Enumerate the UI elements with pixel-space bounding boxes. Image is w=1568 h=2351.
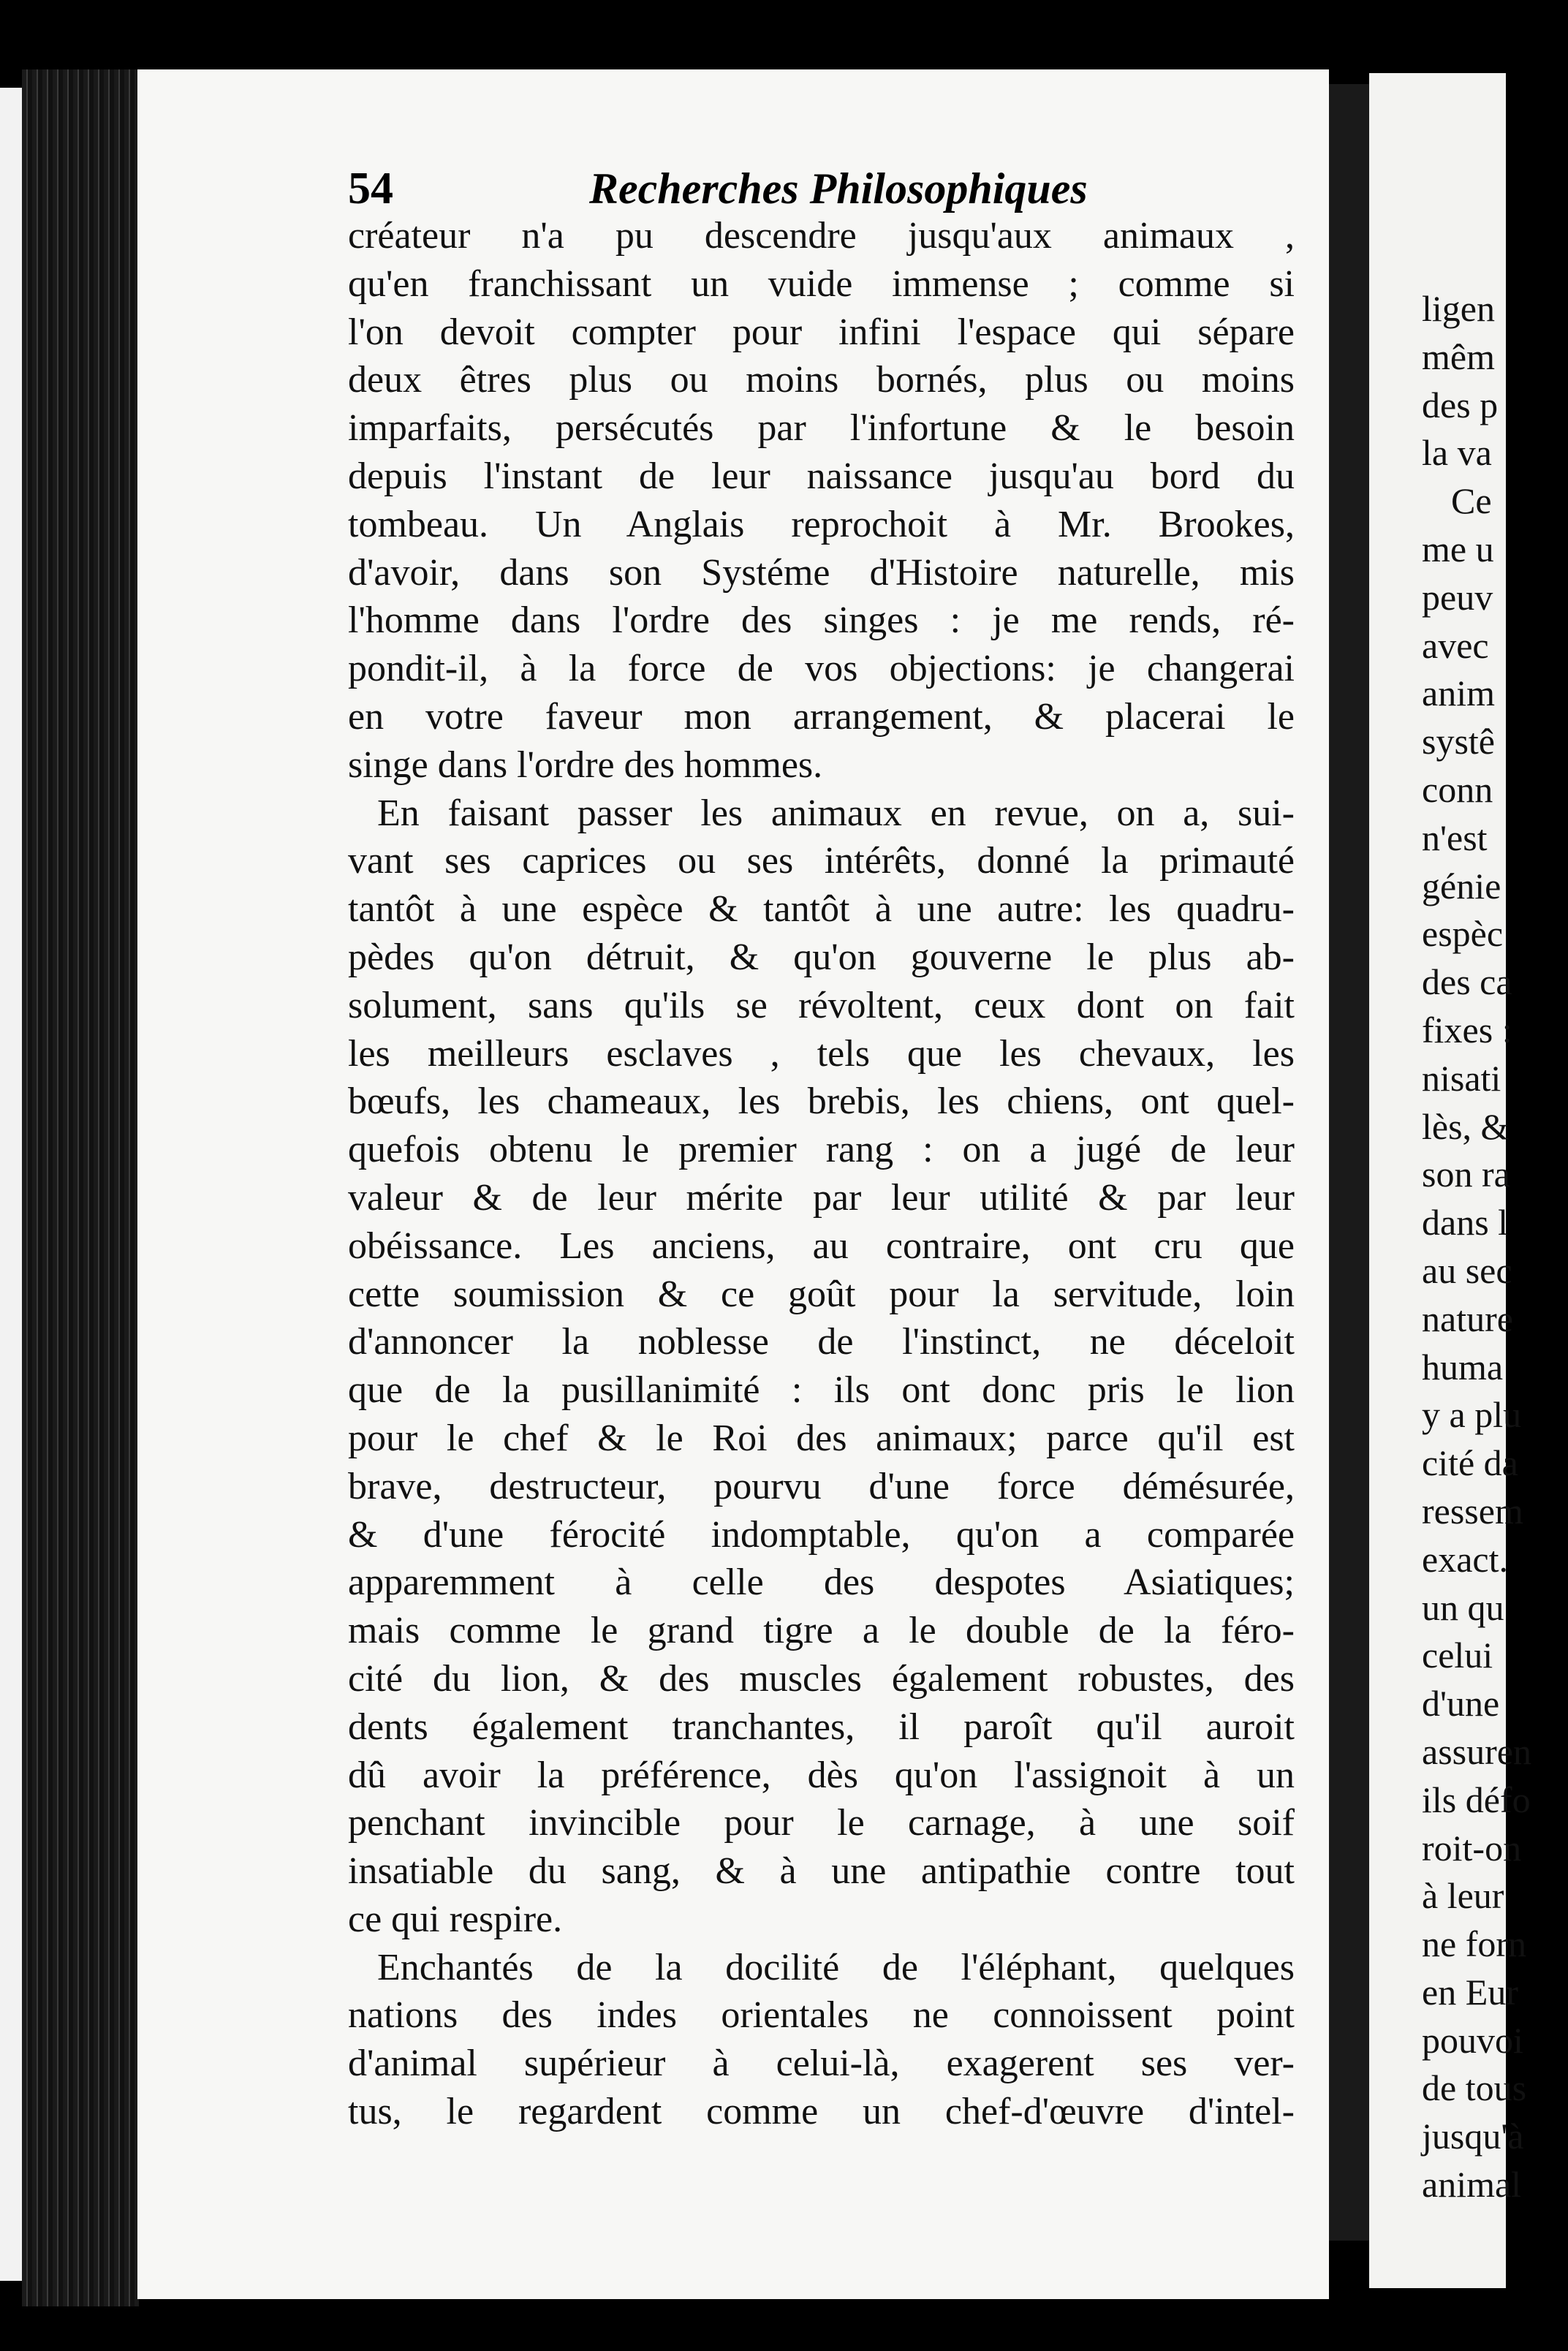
- right-page-text: [1422, 285, 1568, 2209]
- text-line: systê: [1422, 721, 1495, 762]
- text-line: insatiable du sang, & à une antipathie contre tout: [348, 1850, 1295, 1893]
- text-line: deux êtres plus ou moins bornés, plus ou moins: [348, 359, 1295, 401]
- text-line: jusqu'à: [1422, 2116, 1524, 2157]
- text-line: ligen: [1422, 288, 1495, 329]
- text-line: valeur & de leur mérite par leur utilité & par leur: [348, 1176, 1295, 1219]
- text-line: cette soumission & ce goût pour la servitude, loin: [348, 1273, 1295, 1315]
- text-line: pouvoi: [1422, 2019, 1523, 2061]
- text-line: imparfaits, persécutés par l'infortune & le besoin: [348, 407, 1295, 450]
- text-line: anim: [1422, 673, 1495, 714]
- text-line: cité du lion, & des muscles également robustes, des: [348, 1657, 1295, 1700]
- text-line: mêm: [1422, 336, 1495, 377]
- text-line: tantôt à une espèce & tantôt à une autre: les quadru-: [348, 888, 1295, 931]
- text-line: d'animal supérieur à celui-là, exagerent ses ver-: [348, 2043, 1295, 2085]
- text-line: d'avoir, dans son Systéme d'Histoire naturelle, mis: [348, 551, 1295, 594]
- text-line: y a plu: [1422, 1394, 1522, 1436]
- text-line: & d'une férocité indomptable, qu'on a comparée: [348, 1513, 1295, 1556]
- body-text: [348, 212, 1295, 2136]
- text-line: peuv: [1422, 576, 1493, 618]
- text-line: pèdes qu'on détruit, & qu'on gouverne le plus ab-: [348, 936, 1295, 978]
- text-line: d'annoncer la noblesse de l'instinct, ne déceloit: [348, 1321, 1295, 1363]
- text-line: exact.: [1422, 1538, 1508, 1580]
- text-line: en votre faveur mon arrangement, & placerai le: [348, 695, 1295, 738]
- text-line: bœufs, les chameaux, les brebis, les chiens, ont quel-: [348, 1080, 1295, 1123]
- text-line: l'on devoit compter pour infini l'espace qui sépare: [348, 311, 1295, 353]
- text-line: ils défo: [1422, 1779, 1531, 1820]
- page-gutter: [1329, 84, 1369, 2241]
- text-line: lès, &: [1422, 1105, 1510, 1147]
- text-line: assuren: [1422, 1730, 1531, 1772]
- text-line: des ca: [1422, 961, 1512, 1003]
- text-line: créateur n'a pu descendre jusqu'aux animaux ,: [348, 215, 1295, 257]
- text-line: tombeau. Un Anglais reprochoit à Mr. Brookes,: [348, 503, 1295, 545]
- text-line: cité da: [1422, 1442, 1518, 1484]
- text-line: mais comme le grand tigre a le double de la féro-: [348, 1610, 1295, 1652]
- spine-edge: [0, 88, 22, 2281]
- text-line: à leur: [1422, 1875, 1504, 1917]
- text-line: tus, le regardent comme un chef-d'œuvre d'intel-: [348, 2091, 1295, 2133]
- text-line: solument, sans qu'ils se révoltent, ceux dont on fait: [348, 984, 1295, 1026]
- text-line: dû avoir la préférence, dès qu'on l'assignoit à un: [348, 1754, 1295, 1796]
- text-line: depuis l'instant de leur naissance jusqu'au bord du: [348, 455, 1295, 497]
- text-line: animal: [1422, 2164, 1522, 2206]
- text-line: les meilleurs esclaves , tels que les chevaux, les: [348, 1032, 1295, 1075]
- text-line: me u: [1422, 528, 1494, 569]
- text-line: génie: [1422, 865, 1501, 906]
- text-line: ce qui respire.: [348, 1898, 563, 1940]
- text-line: ressem: [1422, 1490, 1523, 1532]
- text-line: pondit-il, à la force de vos objections: je changerai: [348, 648, 1295, 690]
- text-line: son ra: [1422, 1154, 1510, 1195]
- text-line: l'homme dans l'ordre des singes : je me rends, ré-: [348, 599, 1295, 642]
- text-line: Ce: [1451, 480, 1492, 522]
- text-line: avec: [1422, 624, 1489, 666]
- text-line: nature: [1422, 1298, 1513, 1339]
- text-line: brave, destructeur, pourvu d'une force démésurée,: [348, 1465, 1295, 1507]
- text-line: conn: [1422, 768, 1493, 810]
- text-line: apparemment à celle des despotes Asiatiques;: [348, 1561, 1295, 1604]
- text-line: singe dans l'ordre des hommes.: [348, 743, 823, 786]
- text-line: espèc: [1422, 913, 1504, 955]
- text-line: la va: [1422, 432, 1492, 474]
- text-line: dans l: [1422, 1202, 1509, 1243]
- text-line: que de la pusillanimité : ils ont donc pris le lion: [348, 1369, 1295, 1412]
- text-line: n'est: [1422, 817, 1488, 858]
- text-line: un qu: [1422, 1586, 1504, 1628]
- text-line: d'une: [1422, 1683, 1500, 1725]
- text-line: roit-on: [1422, 1827, 1522, 1869]
- text-line: en Eur: [1422, 1971, 1518, 2013]
- text-line: Enchantés de la docilité de l'éléphant, quelques: [377, 1946, 1295, 1988]
- page-header: [348, 162, 1094, 215]
- book-spine: [22, 69, 139, 2306]
- text-line: de tous: [1422, 2067, 1527, 2109]
- text-line: celui: [1422, 1635, 1493, 1676]
- right-page-fragment: [1369, 73, 1531, 2288]
- text-line: vant ses caprices ou ses intérêts, donné la primauté: [348, 840, 1295, 882]
- text-line: nisati: [1422, 1057, 1501, 1099]
- text-line: pour le chef & le Roi des animaux; parce qu'il est: [348, 1417, 1295, 1459]
- text-line: dents également tranchantes, il paroît qu'il auroit: [348, 1705, 1295, 1748]
- text-line: qu'en franchissant un vuide immense ; comme si: [348, 262, 1295, 305]
- text-line: penchant invincible pour le carnage, à une soif: [348, 1802, 1295, 1844]
- text-line: En faisant passer les animaux en revue, on a, sui-: [377, 792, 1295, 834]
- text-line: nations des indes orientales ne connoissent point: [348, 1994, 1295, 2037]
- text-line: fixes :: [1422, 1009, 1512, 1050]
- text-line: quefois obtenu le premier rang : on a jugé de leur: [348, 1129, 1295, 1171]
- text-line: au sec: [1422, 1249, 1512, 1291]
- text-line: ne forn: [1422, 1923, 1526, 1965]
- page-number: 54: [348, 164, 393, 213]
- text-line: huma: [1422, 1346, 1504, 1387]
- text-line: des p: [1422, 384, 1499, 425]
- running-head: Recherches Philosophiques: [589, 164, 1088, 213]
- text-line: obéissance. Les anciens, au contraire, ont cru que: [348, 1224, 1295, 1267]
